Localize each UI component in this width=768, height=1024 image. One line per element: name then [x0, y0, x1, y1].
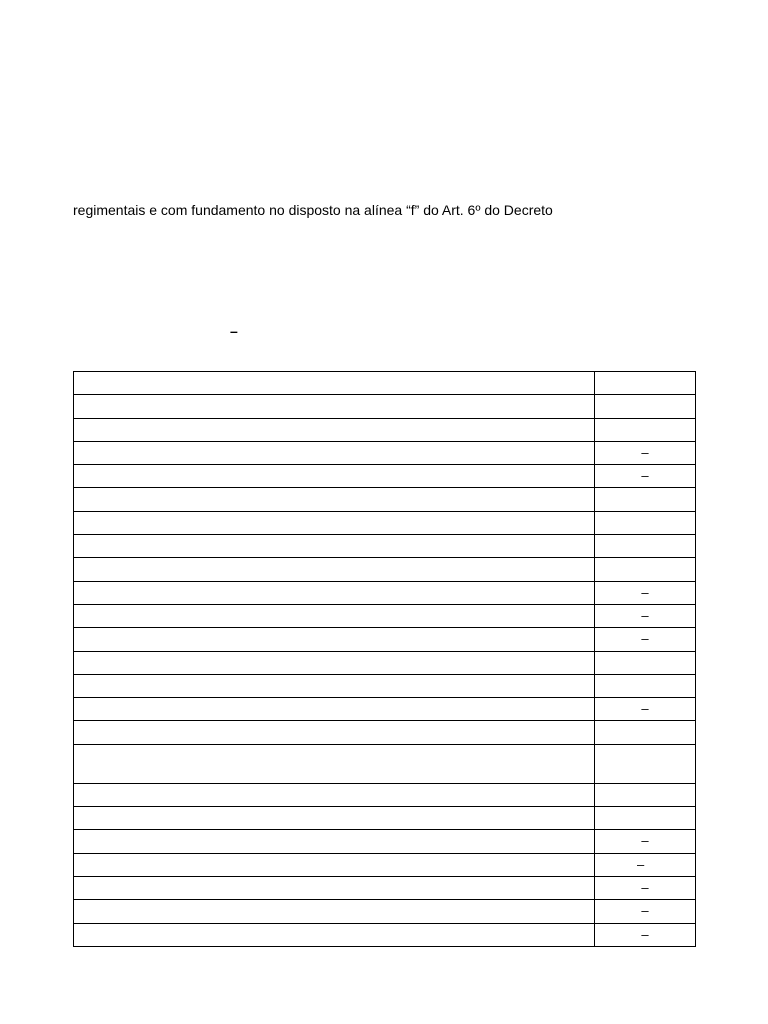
table-row [74, 558, 696, 581]
table-row [74, 418, 696, 441]
table-cell-description [74, 418, 595, 441]
table-row [74, 744, 696, 783]
table-row [74, 674, 696, 697]
table-cell-value: – [595, 698, 696, 721]
table-cell-description [74, 853, 595, 876]
table-cell-value [595, 721, 696, 744]
table-row [74, 698, 696, 721]
table-cell-description [74, 558, 595, 581]
document-table [73, 371, 696, 947]
table-cell-description [74, 783, 595, 806]
table-row [74, 511, 696, 534]
table-cell-value: – [595, 830, 696, 853]
table-cell-value [595, 511, 696, 534]
table-cell-value: – [595, 604, 696, 627]
table-cell-description [74, 923, 595, 946]
table-row [74, 535, 696, 558]
table-cell-description [74, 721, 595, 744]
table-cell-description [74, 807, 595, 830]
table-row [74, 628, 696, 651]
table-cell-value: – [595, 923, 696, 946]
table-cell-description [74, 488, 595, 511]
table-cell-description [74, 441, 595, 464]
table-row [74, 853, 696, 876]
table-cell-value [595, 395, 696, 418]
table-row [74, 651, 696, 674]
table-cell-description [74, 628, 595, 651]
table-cell-value [595, 558, 696, 581]
table-row [74, 395, 696, 418]
table-row [74, 876, 696, 899]
table-cell-description [74, 876, 595, 899]
table-row [74, 807, 696, 830]
table-cell-value [595, 744, 696, 783]
table-row [74, 465, 696, 488]
table-cell-description [74, 830, 595, 853]
table-cell-value: – [595, 465, 696, 488]
table-cell-description [74, 651, 595, 674]
table-cell-value [595, 488, 696, 511]
table-cell-value: – [595, 628, 696, 651]
table-cell-value [595, 651, 696, 674]
table-row [74, 488, 696, 511]
table-row [74, 783, 696, 806]
table-cell-description [74, 511, 595, 534]
table-cell-description [74, 395, 595, 418]
table-cell-description [74, 674, 595, 697]
table-row [74, 581, 696, 604]
table-row [74, 923, 696, 946]
table-row [74, 604, 696, 627]
table-cell-value [595, 372, 696, 395]
table-cell-description [74, 744, 595, 783]
table-cell-value [595, 807, 696, 830]
table-cell-description [74, 698, 595, 721]
table-cell-value: – [595, 876, 696, 899]
table-cell-description [74, 465, 595, 488]
heading-dash: – [230, 323, 238, 339]
table-cell-value: – [595, 853, 696, 876]
table-cell-description [74, 604, 595, 627]
paragraph-text: regimentais e com fundamento no disposto na alínea “f” do Art. 6º do Decreto [73, 202, 553, 218]
table-row [74, 441, 696, 464]
table-cell-value [595, 535, 696, 558]
table-cell-description [74, 372, 595, 395]
table-cell-value: – [595, 581, 696, 604]
table-row [74, 830, 696, 853]
table-cell-description [74, 900, 595, 923]
table-row [74, 721, 696, 744]
table-row [74, 900, 696, 923]
table-row [74, 372, 696, 395]
table-cell-value [595, 783, 696, 806]
table-cell-value: – [595, 900, 696, 923]
table-cell-value [595, 674, 696, 697]
table-cell-description [74, 581, 595, 604]
table-cell-value [595, 418, 696, 441]
table-cell-description [74, 535, 595, 558]
table-cell-value: – [595, 441, 696, 464]
